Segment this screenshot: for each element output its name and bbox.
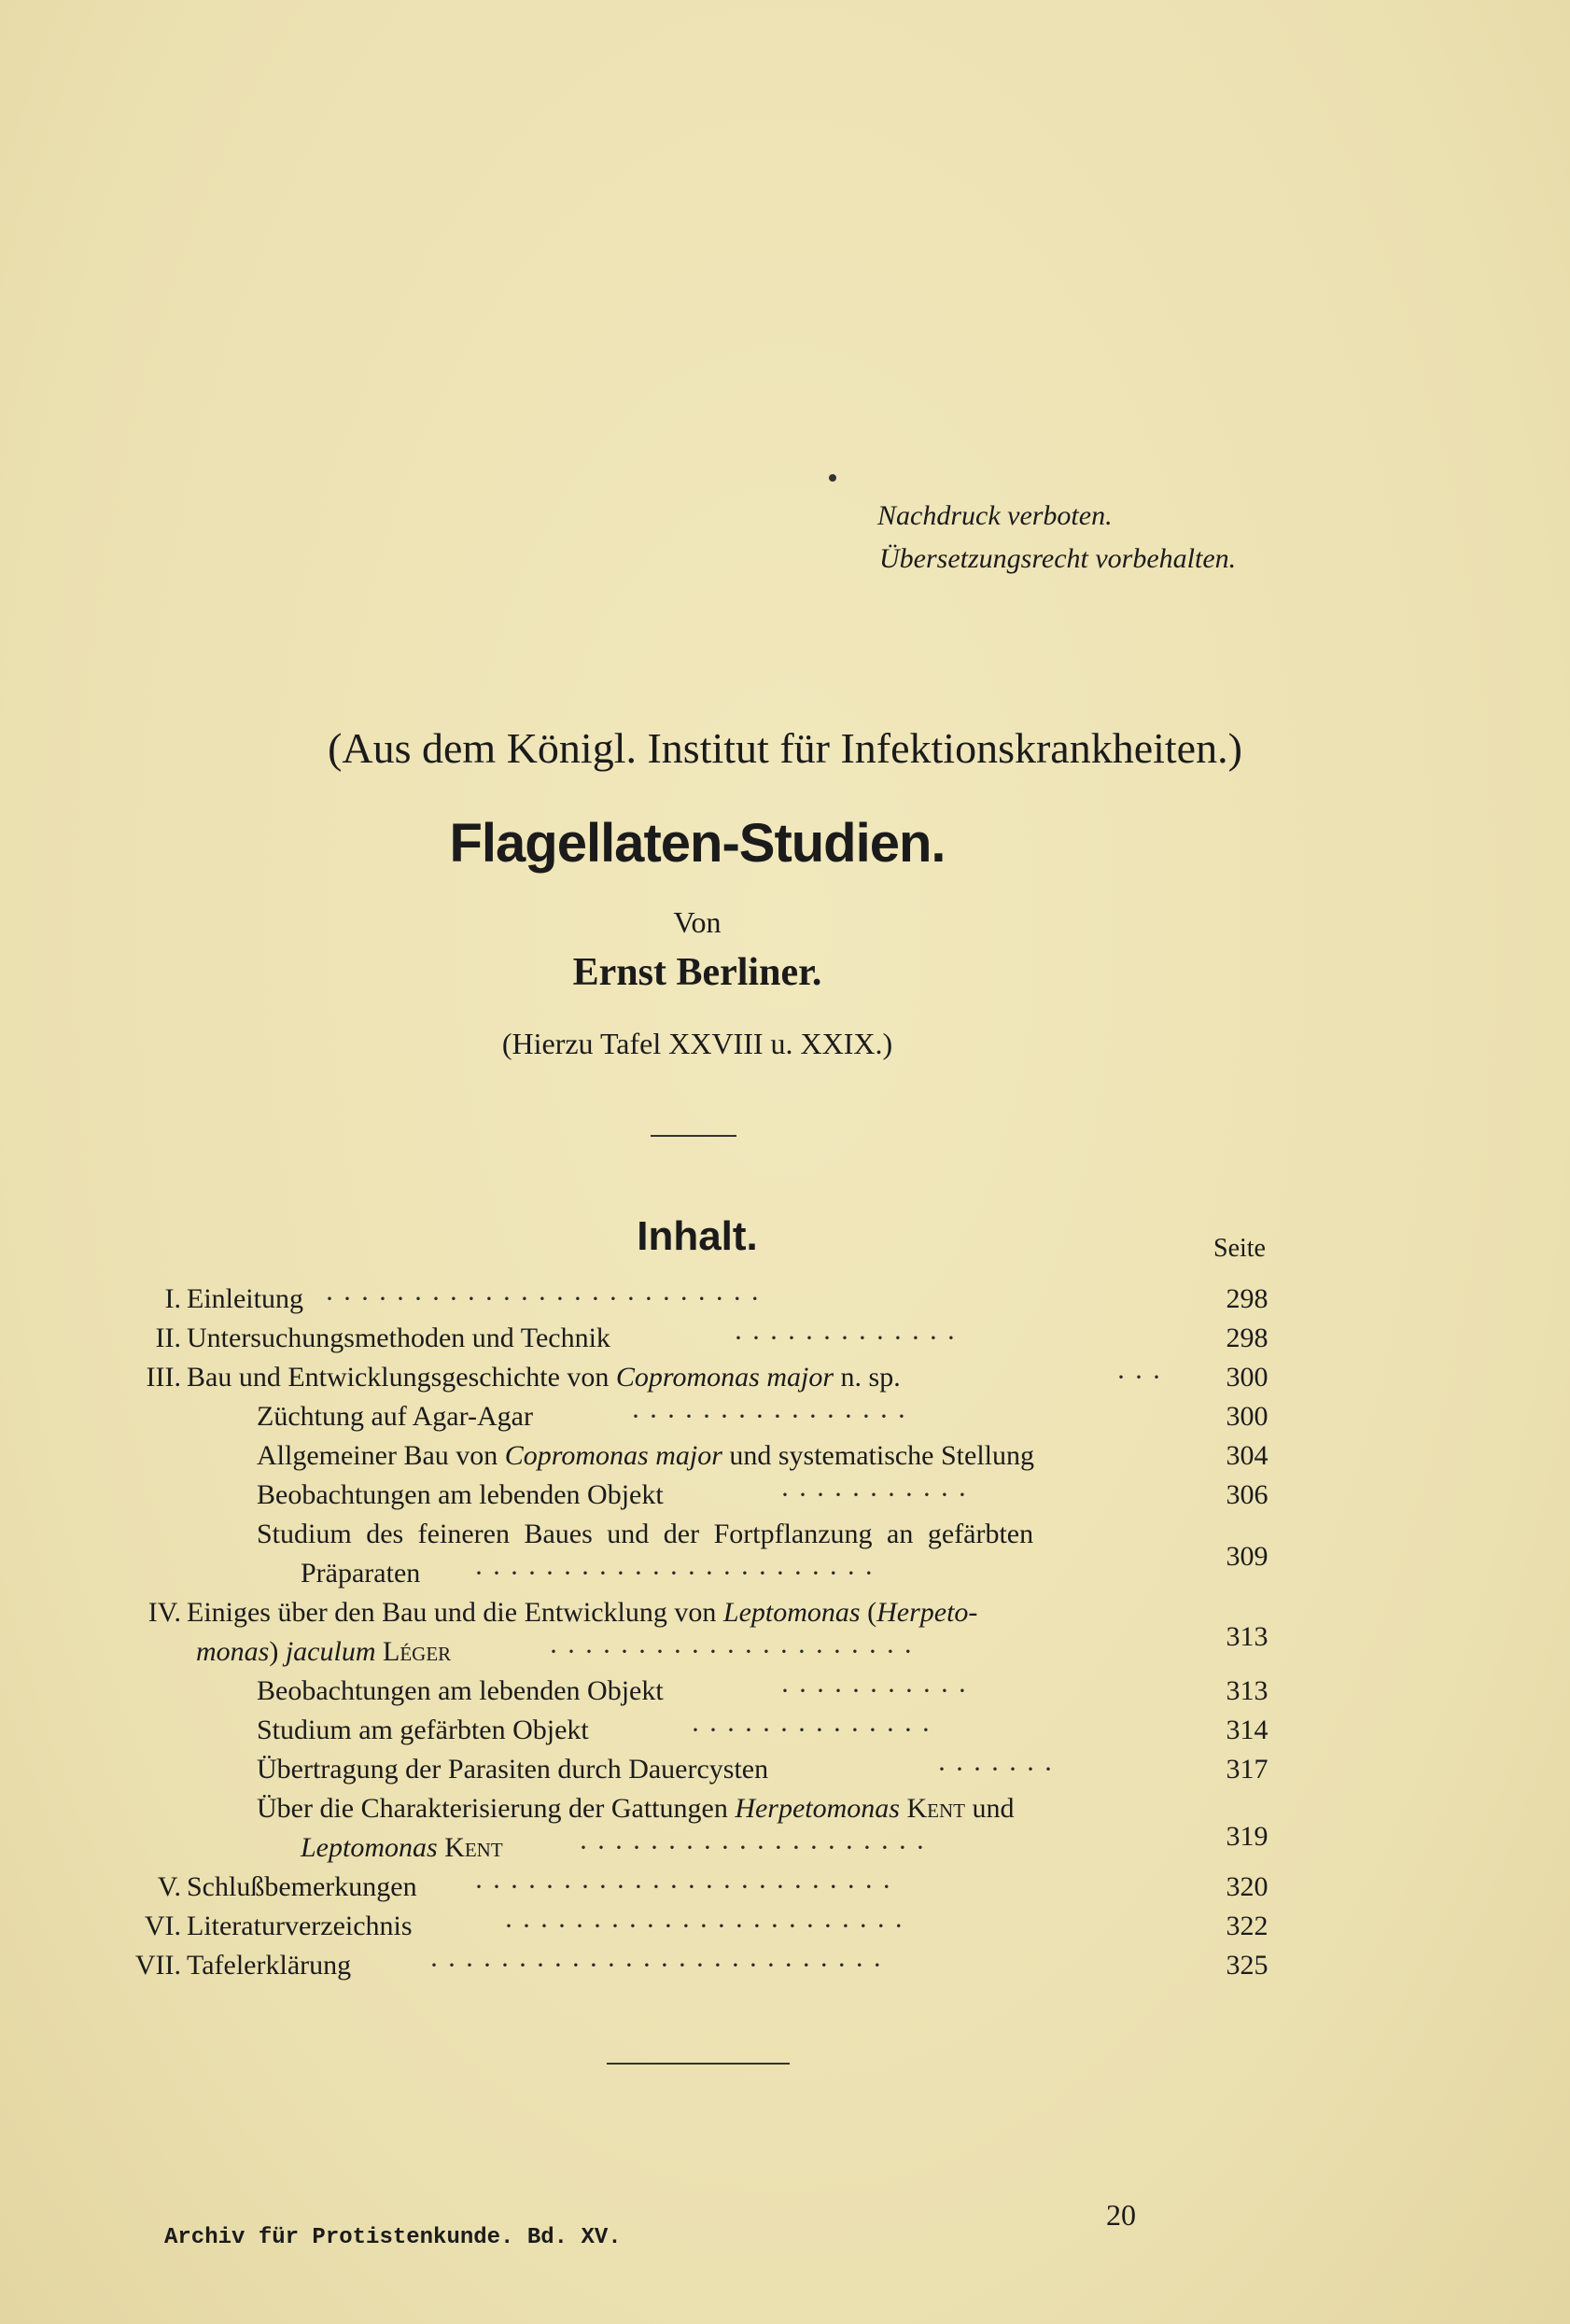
toc-entry-text-part: und	[964, 1793, 1015, 1824]
toc-entry-page: 313	[1226, 1621, 1269, 1652]
toc-entry-page: 319	[1226, 1821, 1269, 1852]
toc-entry-page: 325	[1226, 1950, 1269, 1981]
plates-note: (Hierzu Tafel XXVIII u. XXIX.)	[501, 1027, 893, 1060]
journal-footer: Archiv für Protistenkunde. Bd. XV.	[164, 2225, 622, 2250]
author-name: Ernst Berliner.	[572, 951, 822, 994]
toc-entry-text-part: Bau und Entwicklungsgeschichte von	[187, 1362, 616, 1393]
toc-page-column-label: Seite	[1213, 1234, 1266, 1263]
toc-entry-text: Untersuchungsmethoden und Technik	[187, 1323, 610, 1353]
divider-rule	[651, 1135, 736, 1137]
taxon-author: Léger	[375, 1636, 452, 1667]
taxon-name: Copromonas major	[504, 1440, 722, 1471]
toc-entry-number: II.	[155, 1323, 181, 1353]
toc-entry-text-part: (	[860, 1597, 877, 1628]
toc-leader-dots: ···········	[780, 1479, 975, 1510]
toc-entry-text	[187, 1362, 901, 1393]
toc-entry	[0, 1362, 1570, 1401]
toc-entry-number: V.	[157, 1871, 181, 1902]
toc-entry-text: Züchtung auf Agar-Agar	[257, 1401, 533, 1432]
toc-entry-text: Beobachtungen am lebenden Objekt	[257, 1675, 664, 1706]
toc-entry	[0, 1541, 1570, 1597]
toc-entry-text-part: und systematische Stellung	[722, 1440, 1035, 1471]
toc-entry-text	[257, 1440, 1034, 1472]
toc-entry-text-part: Einiges über den Bau und die Entwicklung von	[187, 1597, 723, 1628]
toc-entry-number: III.	[146, 1362, 181, 1393]
page-number: 20	[1106, 2198, 1136, 2232]
toc-entry-text	[301, 1832, 503, 1864]
toc-entry-page: 320	[1226, 1871, 1269, 1902]
toc-entry-text: Tafelerklärung	[187, 1950, 352, 1981]
toc-entry-page: 314	[1226, 1715, 1269, 1745]
taxon-name: Leptomonas	[722, 1597, 861, 1628]
taxon-author: Kent	[437, 1832, 503, 1863]
toc-leader-dots: ··············	[691, 1715, 939, 1745]
toc-entry-page: 300	[1226, 1362, 1269, 1393]
toc-entry	[0, 1950, 1570, 1989]
toc-leader-dots: ··························	[429, 1950, 890, 1981]
divider-rule	[607, 2063, 790, 2065]
toc-entry-page: 298	[1226, 1323, 1269, 1353]
taxon-name: Herpeto-	[876, 1597, 978, 1628]
page-title: Flagellaten-Studien.	[449, 813, 946, 874]
toc-heading: Inhalt.	[637, 1213, 758, 1259]
toc-entry-text: Literaturverzeichnis	[187, 1911, 413, 1941]
toc-entry-page: 304	[1226, 1440, 1269, 1471]
toc-entry-text: Schlußbemerkungen	[187, 1871, 417, 1902]
toc-entry-number: IV.	[147, 1597, 181, 1628]
toc-leader-dots: ·············	[734, 1323, 964, 1353]
toc-entry	[0, 1479, 1570, 1519]
toc-leader-dots: ·······················	[474, 1558, 882, 1589]
taxon-name: Leptomonas	[301, 1832, 438, 1863]
toc-leader-dots: ···········	[780, 1675, 975, 1706]
toc-entry	[0, 1519, 1570, 1558]
toc-leader-dots: ·······················	[504, 1911, 912, 1941]
toc-leader-dots: ················	[631, 1401, 915, 1432]
toc-entry	[0, 1793, 1570, 1832]
taxon-name: Herpetomonas	[735, 1793, 900, 1824]
toc-entry	[0, 1621, 1570, 1675]
toc-leader-dots: ···	[1116, 1362, 1170, 1393]
toc-entry-number: I.	[164, 1283, 181, 1314]
toc-entry	[0, 1871, 1570, 1911]
taxon-author: Kent	[899, 1793, 965, 1824]
toc-entry	[0, 1715, 1570, 1754]
reprint-notice: Nachdruck verboten.	[877, 500, 1113, 531]
toc-entry	[0, 1675, 1570, 1715]
toc-leader-dots: ····················	[579, 1832, 933, 1863]
toc-entry-text	[196, 1636, 451, 1668]
toc-entry-page: 309	[1226, 1541, 1269, 1572]
toc-entry-text-part: )	[269, 1636, 286, 1667]
toc-entry-text-part: Allgemeiner Bau von	[257, 1440, 505, 1471]
toc-entry-text: Übertragung der Parasiten durch Dauercysten	[257, 1754, 769, 1785]
toc-entry	[0, 1597, 1570, 1636]
toc-entry	[0, 1283, 1570, 1323]
toc-entry-number: VI.	[144, 1911, 181, 1941]
ink-dot	[829, 474, 836, 482]
toc-entry-text-part: Über die Charakterisierung der Gattungen	[257, 1793, 736, 1824]
toc-leader-dots: ·························	[325, 1283, 768, 1314]
toc-entry-page: 313	[1226, 1675, 1269, 1706]
toc-entry-text	[257, 1793, 1014, 1825]
toc-entry-text: Studium des feineren Baues und der Fortpflanzung an gefärbten	[257, 1519, 1034, 1549]
toc-entry-page: 317	[1226, 1754, 1269, 1785]
taxon-name: Copromonas major	[615, 1362, 834, 1393]
toc-entry-page: 306	[1226, 1479, 1269, 1510]
toc-entry-text	[187, 1597, 977, 1629]
toc-entry-page: 300	[1226, 1401, 1269, 1432]
byline-von: Von	[673, 905, 722, 939]
toc-leader-dots: ·······	[937, 1754, 1061, 1785]
institute-line: (Aus dem Königl. Institut für Infektionskrankheiten.)	[328, 724, 1242, 772]
toc-entry	[0, 1754, 1570, 1793]
toc-entry	[0, 1821, 1570, 1871]
toc-entry	[0, 1401, 1570, 1440]
toc-entry	[0, 1323, 1570, 1362]
toc-entry-page: 322	[1226, 1911, 1269, 1941]
toc-leader-dots: ························	[474, 1871, 900, 1902]
toc-entry-page: 298	[1226, 1283, 1269, 1314]
toc-entry	[0, 1911, 1570, 1950]
toc-entry-text: Studium am gefärbten Objekt	[257, 1715, 589, 1745]
taxon-name: jaculum	[285, 1636, 376, 1667]
toc-entry-text: Einleitung	[187, 1283, 303, 1314]
translation-notice: Übersetzungsrecht vorbehalten.	[879, 543, 1237, 574]
toc-leader-dots: ·····················	[549, 1636, 921, 1667]
toc-entry-text: Präparaten	[301, 1558, 421, 1589]
toc-entry-text: Beobachtungen am lebenden Objekt	[257, 1479, 664, 1510]
toc-entry-number: VII.	[134, 1950, 181, 1981]
toc-entry	[0, 1440, 1570, 1479]
taxon-name: monas	[196, 1636, 270, 1667]
toc-entry-text-part: n. sp.	[834, 1362, 901, 1393]
